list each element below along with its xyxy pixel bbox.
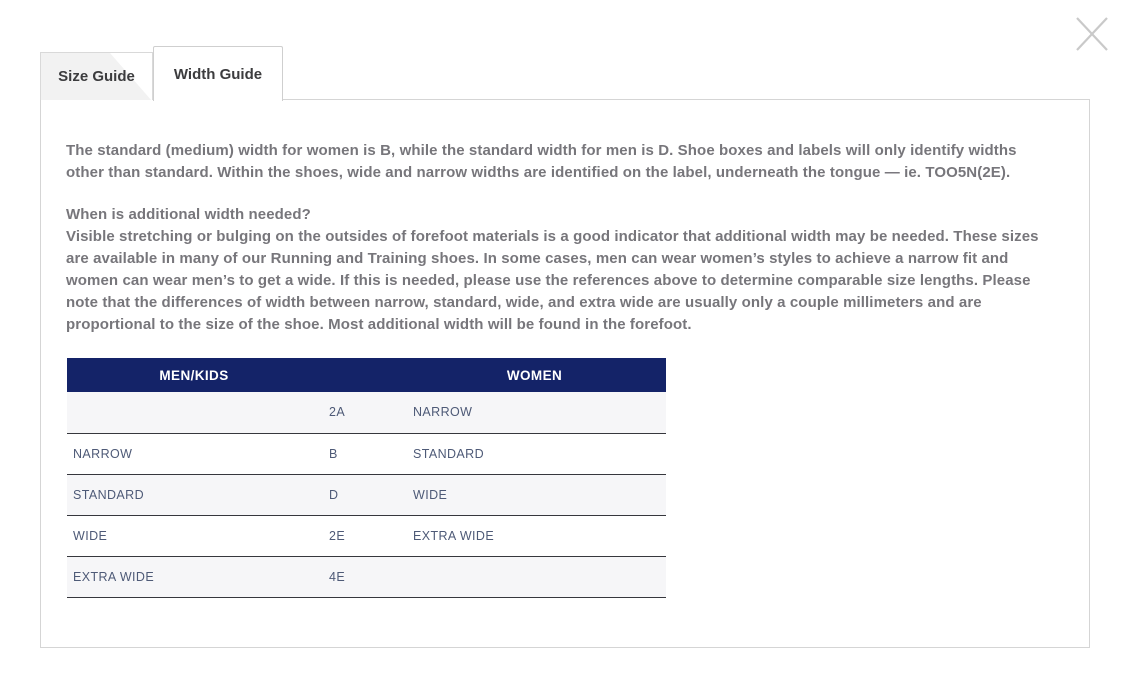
table-row [67,392,666,433]
cell-men: EXTRA WIDE [67,556,321,597]
cell-women: EXTRA WIDE [403,515,666,556]
cell-code: 2A [321,392,403,433]
table-row [67,556,666,597]
cell-men: STANDARD [67,474,321,515]
header-men-kids: MEN/KIDS [67,358,321,392]
table-row [67,474,666,515]
width-guide-panel [40,99,1090,648]
cell-men [67,392,321,433]
header-spacer [321,358,403,392]
width-comparison-table [67,358,666,598]
additional-width-paragraph: Visible stretching or bulging on the outsides of forefoot materials is a good indicator that additional width may be needed. These sizes are available in many of our Running and Training shoes. In some cases, men can wear women’s styles to achieve a narrow fit and women can wear men’s to get a wide. If this is needed, please use the references above to determine comparable size lengths. Please note that the differences of width between narrow, standard, wide, and extra wide are usually only a couple millimeters and are proportional to the size of the shoe. Most additional width will be found in the forefoot. [66,228,1039,333]
cell-women: STANDARD [403,433,666,474]
cell-women [403,556,666,597]
close-icon [1070,14,1114,56]
tab-width-guide-label: Width Guide [173,65,263,83]
width-intro-paragraph: The standard (medium) width for women is B, while the standard width for men is D. Shoe boxes and labels will only identify widths other than standard. Within the shoes, wide and narrow widths are identified on the label, underneath the tongue — ie. TOO5N(2E). [66,142,1017,181]
tab-width-guide[interactable] [153,46,283,101]
cell-men: WIDE [67,515,321,556]
table-row [67,433,666,474]
tab-size-guide-label: Size Guide [58,68,135,85]
header-women: WOMEN [403,358,666,392]
cell-women: WIDE [403,474,666,515]
cell-code: D [321,474,403,515]
additional-width-heading: When is additional width needed? [66,206,311,223]
cell-code: 4E [321,556,403,597]
close-button[interactable] [1070,14,1114,56]
cell-code: 2E [321,515,403,556]
table-row [67,515,666,556]
tab-size-guide[interactable] [40,52,153,100]
guide-tabs [40,45,283,100]
table-header-row [67,358,666,392]
cell-women: NARROW [403,392,666,433]
cell-code: B [321,433,403,474]
cell-men: NARROW [67,433,321,474]
